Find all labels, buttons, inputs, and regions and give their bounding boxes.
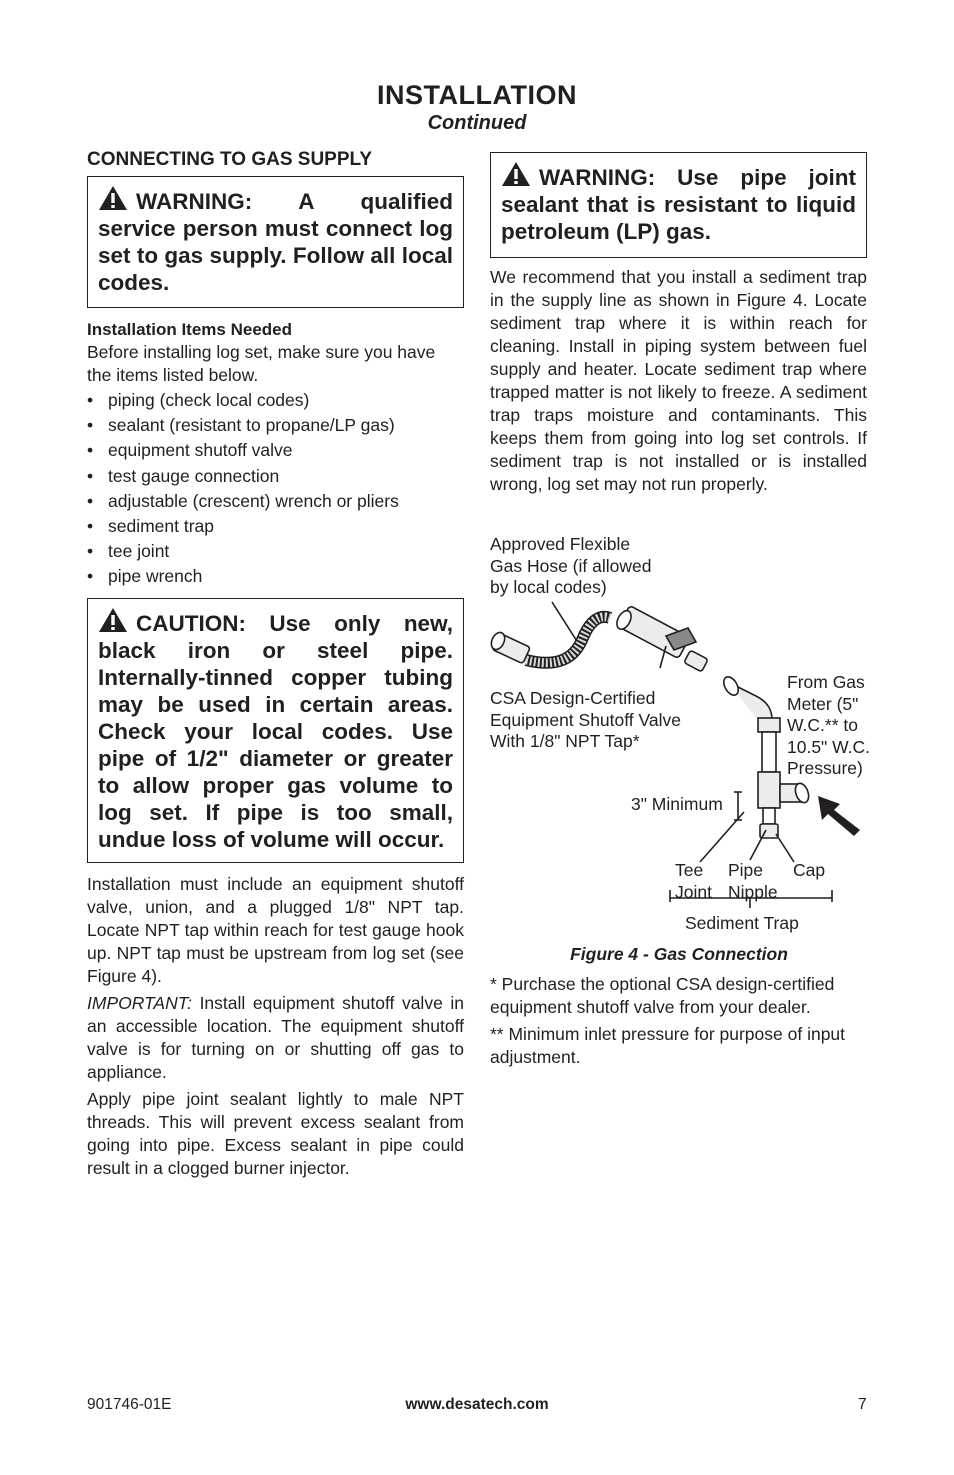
pipe-nipple (763, 808, 775, 824)
warning-box-service (87, 176, 464, 308)
warning-triangle-icon (98, 607, 128, 633)
items-intro: Before installing log set, make sure you have the items listed below. (87, 342, 436, 385)
paragraph-shutoff: Installation must include an equipment shutoff valve, union, and a plugged 1/8" NPT tap. Locate NPT tap within reach for test gauge hook up. NPT tap must be upstream from log set (see Figure 4). (87, 874, 464, 986)
warning-text-service: WARNING: A qualified service person must connect log set to gas supply. Follow all local codes. (98, 189, 453, 295)
label-flexible-hose: Approved Flexible Gas Hose (if allowed by local codes) (490, 534, 652, 597)
section-title: CONNECTING TO GAS SUPPLY (87, 149, 373, 170)
label-3-minimum: 3" Minimum (631, 794, 723, 814)
footnote-valve: * Purchase the optional CSA design-certified equipment shutoff valve from your dealer. (490, 974, 835, 1017)
list-item: • adjustable (crescent) wrench or pliers (87, 489, 464, 514)
warning-triangle-icon (98, 185, 128, 211)
document-code: 901746-01E (87, 1396, 172, 1413)
warning-box-sealant (490, 152, 867, 258)
gas-flow-arrow (818, 796, 860, 836)
label-pipe-nipple: Pipe Nipple (728, 860, 778, 902)
list-item: • sediment trap (87, 514, 464, 539)
tee-joint (758, 772, 780, 808)
leader-line-tee (700, 812, 744, 862)
list-item: • tee joint (87, 539, 464, 564)
footnote-pressure: ** Minimum inlet pressure for purpose of input adjustment. (490, 1024, 846, 1067)
leader-line-cap (776, 834, 794, 862)
label-shutoff-valve: CSA Design-Certified Equipment Shutoff Valve With 1/8" NPT Tap* (490, 688, 682, 751)
items-list (87, 388, 464, 590)
right-body (490, 266, 867, 500)
list-item: • sealant (resistant to propane/LP gas) (87, 413, 464, 438)
website-link[interactable]: www.desatech.com (405, 1396, 549, 1413)
warning-triangle-icon (501, 161, 531, 187)
paragraph-sealant: Apply pipe joint sealant lightly to male NPT threads. This will prevent excess sealant from going into pipe. Excess sealant in pipe could result in a clogged burner injector. (87, 1089, 464, 1178)
gas-connection-diagram (488, 598, 888, 918)
list-item: • pipe wrench (87, 564, 464, 589)
page-number: 7 (858, 1396, 867, 1413)
important-label: IMPORTANT: (87, 993, 192, 1013)
paragraph-sediment-trap: We recommend that you install a sediment trap in the supply line as shown in Figure 4. Locate sediment trap where it is within reach for cleaning. Install in piping system between fuel supply and heater. Locate sediment trap where trapped matter is not likely to freeze. A sediment trap traps moisture and contaminants. This keeps them from going into log set controls. If sediment trap is not installed or is installed wrong, log set may not run properly. (490, 267, 867, 494)
caution-box (87, 598, 464, 863)
leader-line-nipple (750, 830, 766, 860)
left-body (87, 873, 464, 1184)
footnotes (490, 973, 870, 1073)
list-item: • test gauge connection (87, 464, 464, 489)
important-text: Install equipment shutoff valve in an accessible location. The equipment shutoff valve is for turning on or shutting off gas to appliance. (87, 993, 464, 1082)
paragraph-important (87, 992, 464, 1084)
warning-text-sealant: WARNING: Use pipe joint sealant that is resistant to liquid petroleum (LP) gas. (501, 165, 856, 244)
vertical-pipe (762, 732, 776, 772)
list-item: • equipment shutoff valve (87, 438, 464, 463)
items-section (87, 318, 464, 590)
page-subtitle: Continued (427, 112, 527, 134)
caution-text: CAUTION: Use only new, black iron or steel pipe. Internally-tinned copper tubing may be used in certain areas. Check your local codes. Use pipe of 1/2" diameter or greater to allow proper gas volume to log set. If pipe is too small, undue loss of volume will occur. (98, 611, 453, 852)
list-item: • piping (check local codes) (87, 388, 464, 413)
page-title: INSTALLATION (377, 80, 577, 110)
label-cap: Cap (793, 860, 826, 880)
label-tee-joint: Tee Joint (675, 860, 712, 902)
items-heading: Installation Items Needed (87, 320, 292, 339)
label-gas-meter: From Gas Meter (5" W.C.** to 10.5" W.C. Pressure) (787, 672, 871, 778)
label-sediment-trap: Sediment Trap (685, 913, 799, 933)
figure-caption: Figure 4 - Gas Connection (570, 944, 788, 964)
